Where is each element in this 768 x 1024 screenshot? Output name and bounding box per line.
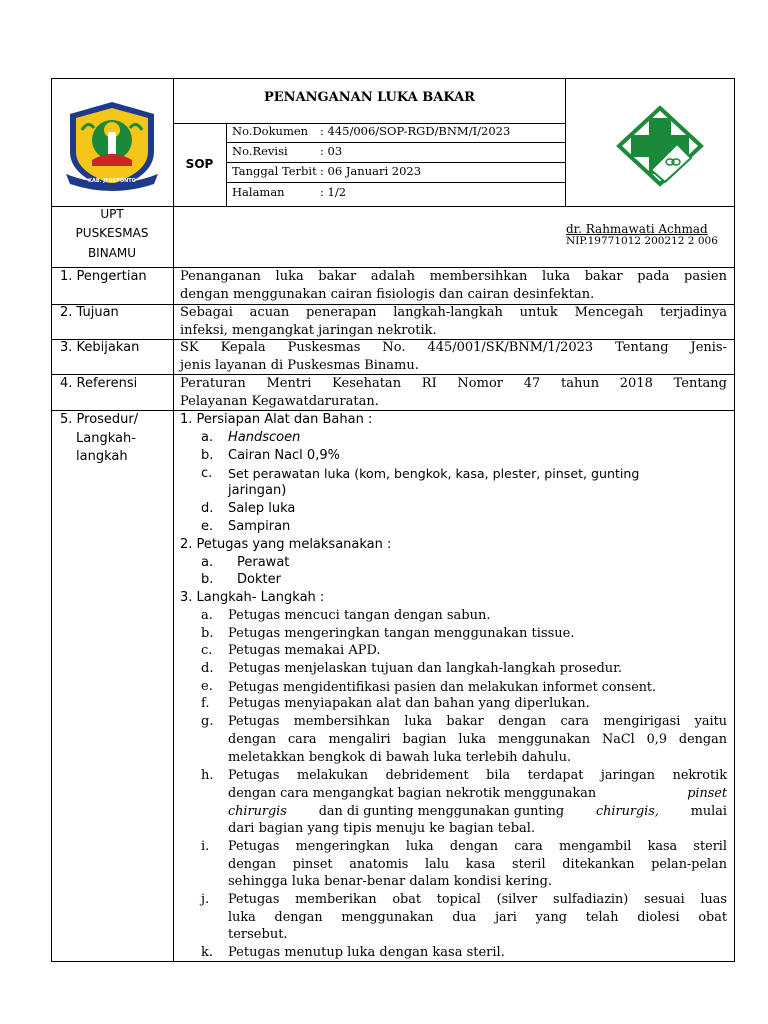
- p2-heading: 2. Petugas yang melaksanakan :: [180, 537, 392, 552]
- label-tujuan: 2. Tujuan: [60, 305, 119, 320]
- p2-marker-b: b.: [201, 572, 214, 587]
- p1-marker-c: c.: [201, 466, 213, 481]
- p3-item-f: Petugas menyiapakan alat dan bahan yang diperlukan.: [228, 696, 590, 711]
- p3-item-i-3: sehingga luka benar-benar dalam kondisi kering.: [228, 874, 553, 889]
- text-kebijakan-2: jenis layanan di Puskesmas Binamu.: [180, 358, 419, 373]
- p3-item-g-1: Petugas membersihkan luka bakar dengan cara mengirigasi yaitu: [228, 714, 727, 729]
- p3-marker-c: c.: [201, 643, 213, 658]
- p3-marker-h: h.: [201, 768, 214, 783]
- text-kebijakan-1: SK Kepala Puskesmas No. 445/001/SK/BNM/1/2023 Tentang Jenis-: [180, 340, 727, 355]
- puskesmas-logo: [615, 104, 705, 188]
- p1-item-c-cont: jaringan): [228, 483, 287, 498]
- p3-item-i-2: dengan pinset anatomis lalu kasa steril ditekankan pelan-pelan: [228, 857, 727, 872]
- p1-marker-e: e.: [201, 519, 214, 534]
- p3-item-h-1: Petugas melakukan debridement bila terdapat jaringan nekrotik: [228, 768, 727, 783]
- org-line-2: PUSKESMAS: [75, 226, 149, 240]
- p3-item-j-3: tersebut.: [228, 927, 288, 942]
- p3-item-e: Petugas mengidentifikasi pasien dan melakukan informet consent.: [228, 679, 657, 694]
- p3-marker-g: g.: [201, 714, 214, 729]
- label-pengertian: 1. Pengertian: [60, 269, 147, 284]
- p3-marker-i: i.: [201, 839, 210, 854]
- p2-item-b: Dokter: [237, 572, 281, 587]
- p3-heading: 3. Langkah- Langkah :: [180, 590, 325, 605]
- label-kebijakan: 3. Kebijakan: [60, 340, 140, 355]
- p1-item-a: Handscoen: [228, 430, 301, 445]
- text-referensi-1: Peraturan Mentri Kesehatan RI Nomor 47 tahun 2018 Tentang: [180, 376, 727, 391]
- label-prosedur-3: langkah: [76, 449, 128, 464]
- logo-ribbon-text: KAB. JENEPONTO: [88, 178, 136, 184]
- p3-marker-b: b.: [201, 626, 214, 641]
- p3-item-g-2: dengan cara mengaliri bagian luka menggunakan NaCl 0,9 dengan: [228, 732, 727, 747]
- p1-marker-d: d.: [201, 501, 214, 516]
- signer-name: dr. Rahmawati Achmad: [566, 222, 708, 236]
- p2-item-a: Perawat: [237, 555, 290, 570]
- p3-marker-j: j.: [201, 892, 210, 907]
- p3-item-a: Petugas mencuci tangan dengan sabun.: [228, 608, 491, 623]
- p3-marker-d: d.: [201, 661, 214, 676]
- text-tujuan-2: infeksi, mengangkat jaringan nekrotik.: [180, 323, 437, 338]
- text-tujuan-1: Sebagai acuan penerapan langkah-langkah untuk Mencegah terjadinya: [180, 305, 727, 320]
- p3-item-h-2: dengan cara mengangkat bagian nekrotik menggunakan pinset: [228, 786, 727, 801]
- label-prosedur-2: Langkah-: [76, 431, 136, 446]
- org-line-3: BINAMU: [87, 246, 137, 260]
- kabupaten-logo: [62, 100, 162, 196]
- p3-item-j-2: luka dengan menggunakan dua jari yang telah diolesi obat: [228, 910, 727, 925]
- p3-marker-a: a.: [201, 608, 213, 623]
- text-pengertian-1: Penanganan luka bakar adalah membersihkan luka bakar pada pasien: [180, 269, 727, 284]
- p1-item-d: Salep luka: [228, 501, 296, 516]
- p3-marker-k: k.: [201, 945, 214, 960]
- document-title: PENANGANAN LUKA BAKAR: [264, 90, 475, 105]
- text-pengertian-2: dengan menggunakan cairan fisiologis dan cairan desinfektan.: [180, 287, 595, 302]
- p3-marker-f: f.: [201, 696, 210, 711]
- p1-item-c: Set perawatan luka (kom, bengkok, kasa, plester, pinset, gunting: [228, 466, 640, 481]
- p3-item-k: Petugas menutup luka dengan kasa steril.: [228, 945, 505, 960]
- p3-item-c: Petugas memakai APD.: [228, 643, 381, 658]
- p3-item-g-3: meletakkan bengkok di bawah luka terlebih dahulu.: [228, 750, 572, 765]
- p1-item-e: Sampiran: [228, 519, 291, 534]
- p3-item-h-4: dari bagian yang tipis menuju ke bagian tebal.: [228, 821, 536, 836]
- p3-item-i-1: Petugas mengeringkan luka dengan cara mengambil kasa steril: [228, 839, 727, 854]
- p3-marker-e: e.: [201, 679, 213, 694]
- p2-marker-a: a.: [201, 555, 214, 570]
- p3-item-b: Petugas mengeringkan tangan menggunakan tissue.: [228, 626, 575, 641]
- org-line-1: UPT: [100, 207, 124, 221]
- text-referensi-2: Pelayanan Kegawatdaruratan.: [180, 394, 379, 409]
- label-referensi: 4. Referensi: [60, 376, 138, 391]
- p1-marker-a: a.: [201, 430, 214, 445]
- sop-label: SOP: [185, 157, 214, 171]
- p3-item-j-1: Petugas memberikan obat topical (silver sulfadiazin) sesuai luas: [228, 892, 727, 907]
- label-prosedur-1: 5. Prosedur/: [60, 412, 139, 427]
- p1-heading: 1. Persiapan Alat dan Bahan :: [180, 412, 373, 427]
- p1-item-b: Cairan Nacl 0,9%: [228, 448, 340, 463]
- p1-marker-b: b.: [201, 448, 214, 463]
- signer-nip: NIP.19771012 200212 2 006: [566, 235, 718, 247]
- p3-item-h-3: chirurgis dan di gunting menggunakan gunting chirurgis, mulai: [228, 804, 727, 819]
- p3-item-d: Petugas menjelaskan tujuan dan langkah-langkah prosedur.: [228, 661, 623, 676]
